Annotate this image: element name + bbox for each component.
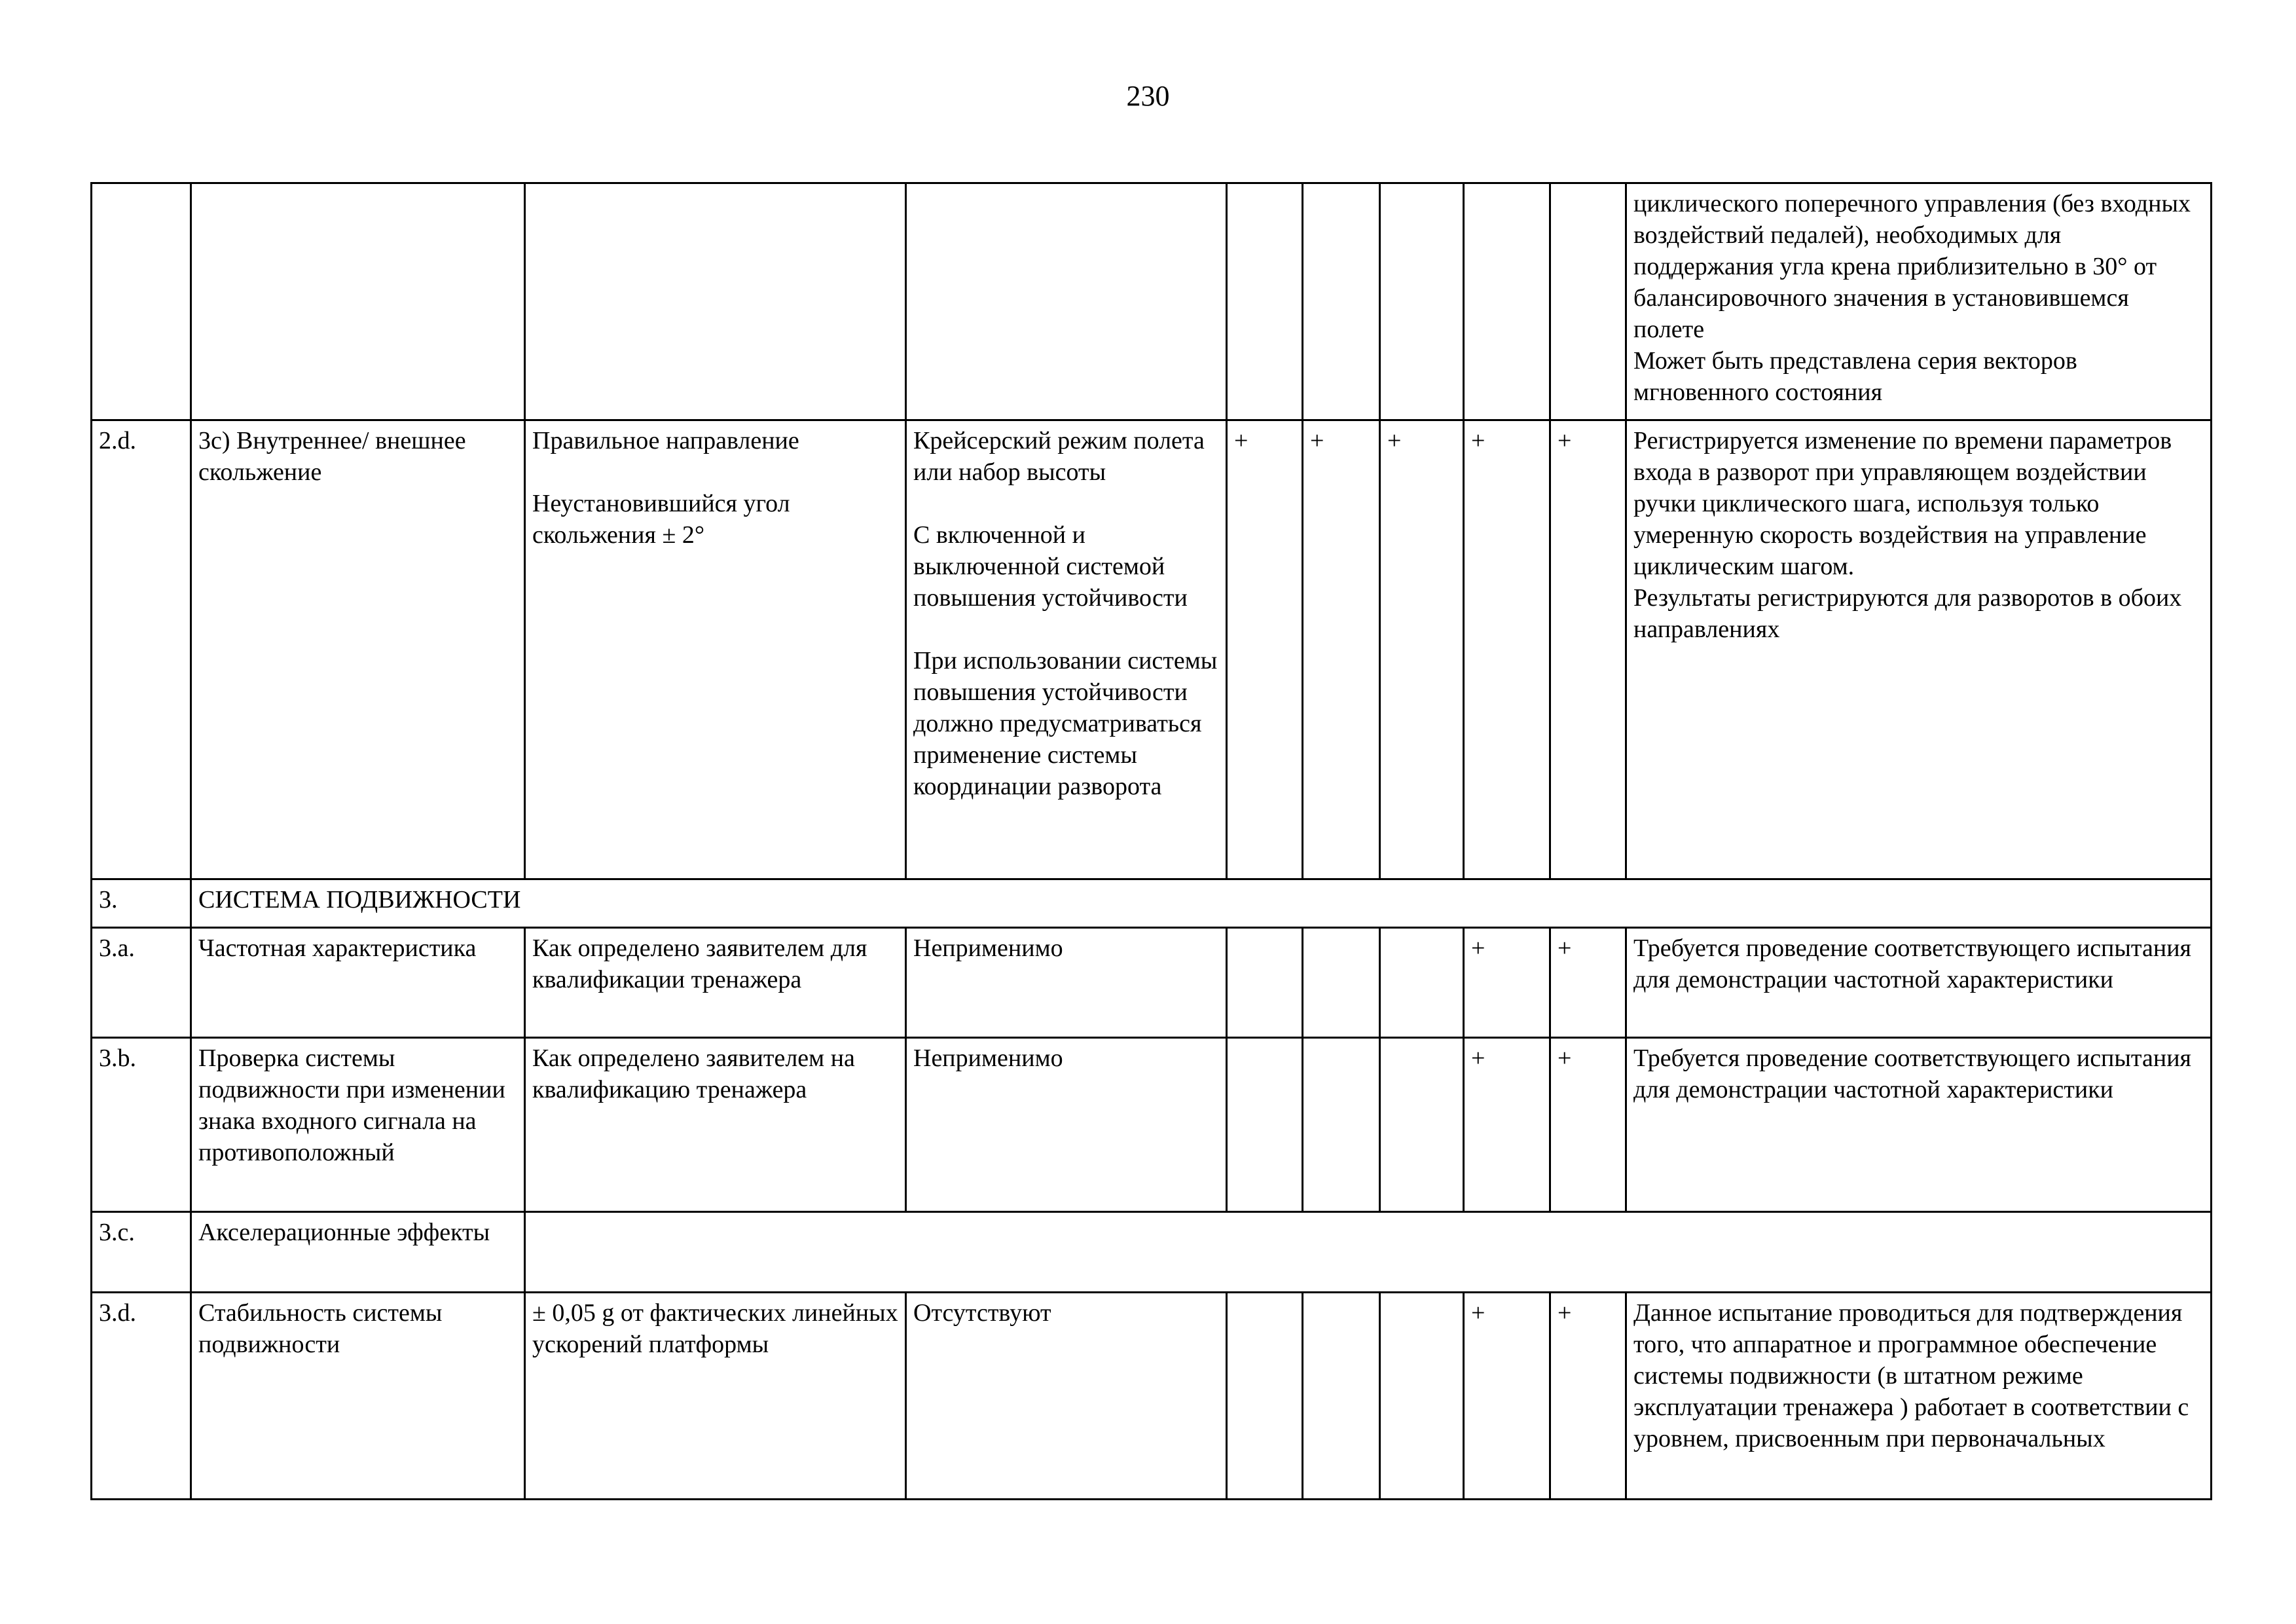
cell-level-3 bbox=[1380, 1293, 1464, 1500]
cell-level-5: + bbox=[1550, 928, 1626, 1038]
cell-level-2 bbox=[1303, 1293, 1380, 1500]
cell-test: 3с) Внутреннее/ внешнее скольжение bbox=[191, 420, 525, 879]
table-row-3c bbox=[92, 1212, 2212, 1293]
table-row-2d bbox=[92, 420, 2212, 879]
cell-level-5: + bbox=[1550, 1038, 1626, 1212]
table-row-3d bbox=[92, 1293, 2212, 1500]
test-requirements-table bbox=[90, 182, 2212, 1500]
cell-test: Частотная характеристика bbox=[191, 928, 525, 1038]
cell-level-1 bbox=[1227, 183, 1303, 420]
cell-level-3: + bbox=[1380, 420, 1464, 879]
table-row-3a bbox=[92, 928, 2212, 1038]
page-number: 230 bbox=[1126, 80, 1170, 112]
cell-empty-span bbox=[525, 1212, 2212, 1293]
cell-number: 3.b. bbox=[92, 1038, 191, 1212]
cell-tolerance bbox=[525, 183, 906, 420]
cell-remarks: Данное испытание проводиться для подтверждения того, что аппаратное и программное обеспечение системы подвижности (в штатном режиме эксплуатации тренажера ) работает в соответствии с уровнем, присвоенным при первоначальных bbox=[1626, 1293, 2212, 1500]
cell-test bbox=[191, 183, 525, 420]
cell-level-1 bbox=[1227, 928, 1303, 1038]
cell-tolerance: Как определено заявителем на квалификацию тренажера bbox=[525, 1038, 906, 1212]
cell-test: Акселерационные эффекты bbox=[191, 1212, 525, 1293]
cell-conditions: Отсутствуют bbox=[906, 1293, 1227, 1500]
cell-conditions: Неприменимо bbox=[906, 1038, 1227, 1212]
cell-tolerance: Как определено заявителем для квалификации тренажера bbox=[525, 928, 906, 1038]
cell-remarks: Требуется проведение соответствующего испытания для демонстрации частотной характеристики bbox=[1626, 1038, 2212, 1212]
cell-level-1 bbox=[1227, 1038, 1303, 1212]
cell-level-1: + bbox=[1227, 420, 1303, 879]
section-title: СИСТЕМА ПОДВИЖНОСТИ bbox=[191, 879, 2212, 928]
cell-remarks: циклического поперечного управления (без входных воздействий педалей), необходимых для поддержания угла крена приблизительно в 30° от балансировочного значения в установившемся полете Может быть представлена серия векторов мгновенного состояния bbox=[1626, 183, 2212, 420]
cell-test: Стабильность системы подвижности bbox=[191, 1293, 525, 1500]
table-row-3b bbox=[92, 1038, 2212, 1212]
cell-level-3 bbox=[1380, 928, 1464, 1038]
cell-conditions: Неприменимо bbox=[906, 928, 1227, 1038]
cell-level-2 bbox=[1303, 928, 1380, 1038]
cell-number: 3.c. bbox=[92, 1212, 191, 1293]
cell-number: 2.d. bbox=[92, 420, 191, 879]
cell-conditions: Крейсерский режим полета или набор высоты С включенной и выключенной системой повышения устойчивости При использовании системы повышения устойчивости должно предусматриваться применение системы координации разворота bbox=[906, 420, 1227, 879]
cell-level-5: + bbox=[1550, 1293, 1626, 1500]
section-row-3 bbox=[92, 879, 2212, 928]
cell-level-2 bbox=[1303, 183, 1380, 420]
cell-remarks: Регистрируется изменение по времени параметров входа в разворот при управляющем воздействии ручки циклического шага, используя только умеренную скорость воздействия на управление циклическим шагом. Результаты регистрируются для разворотов в обоих направлениях bbox=[1626, 420, 2212, 879]
cell-level-4: + bbox=[1464, 1038, 1550, 1212]
cell-level-5: + bbox=[1550, 420, 1626, 879]
cell-level-3 bbox=[1380, 183, 1464, 420]
cell-number: 3.a. bbox=[92, 928, 191, 1038]
cell-level-4: + bbox=[1464, 420, 1550, 879]
cell-level-5 bbox=[1550, 183, 1626, 420]
cell-number: 3.d. bbox=[92, 1293, 191, 1500]
cell-level-4: + bbox=[1464, 928, 1550, 1038]
cell-level-2 bbox=[1303, 1038, 1380, 1212]
cell-level-3 bbox=[1380, 1038, 1464, 1212]
cell-test: Проверка системы подвижности при изменении знака входного сигнала на противоположный bbox=[191, 1038, 525, 1212]
cell-conditions bbox=[906, 183, 1227, 420]
cell-tolerance: Правильное направление Неустановившийся угол скольжения ± 2° bbox=[525, 420, 906, 879]
cell-number bbox=[92, 183, 191, 420]
cell-level-4 bbox=[1464, 183, 1550, 420]
cell-level-2: + bbox=[1303, 420, 1380, 879]
cell-tolerance: ± 0,05 g от фактических линейных ускорений платформы bbox=[525, 1293, 906, 1500]
cell-level-4: + bbox=[1464, 1293, 1550, 1500]
cell-number: 3. bbox=[92, 879, 191, 928]
table-row-continuation bbox=[92, 183, 2212, 420]
cell-level-1 bbox=[1227, 1293, 1303, 1500]
cell-remarks: Требуется проведение соответствующего испытания для демонстрации частотной характеристики bbox=[1626, 928, 2212, 1038]
